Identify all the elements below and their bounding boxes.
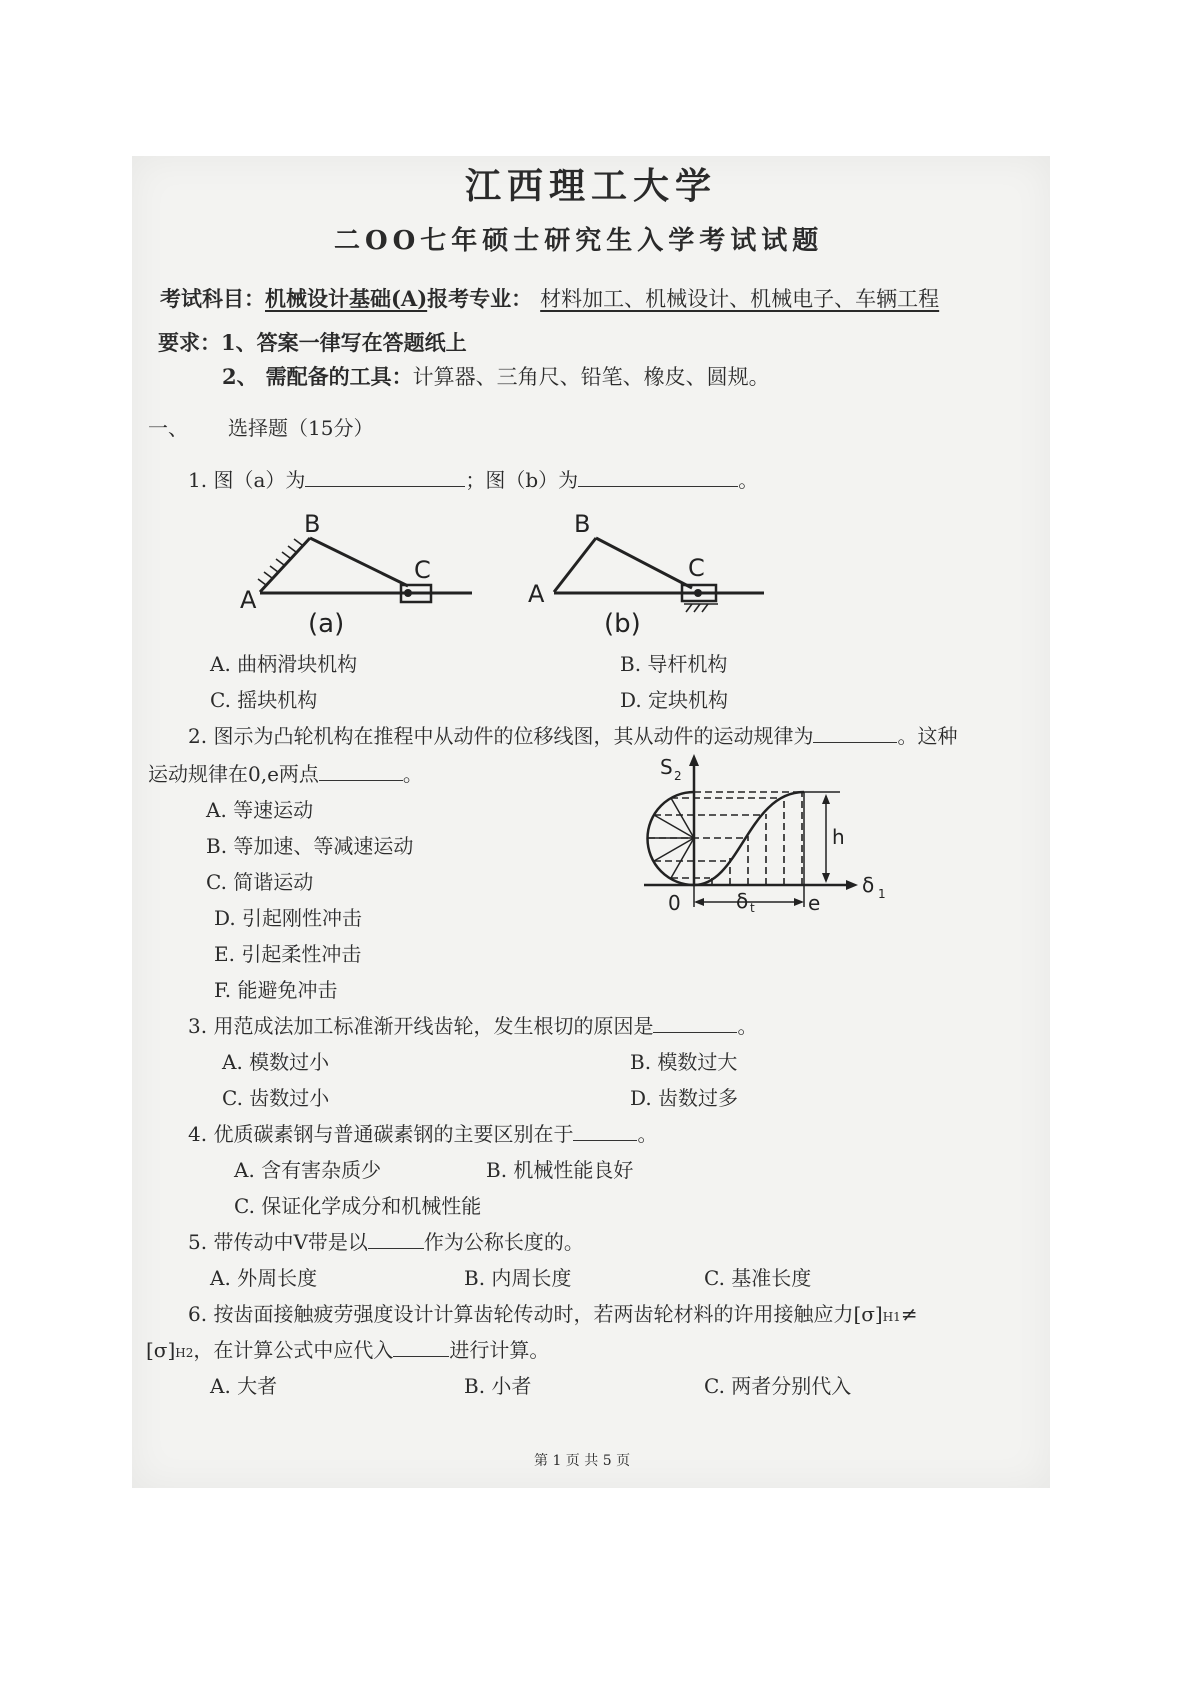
q3-option-c: C. 齿数过小 bbox=[222, 1086, 330, 1110]
q2-option-b: B. 等加速、等减速运动 bbox=[206, 834, 414, 858]
q6-text-3: [σ] bbox=[146, 1338, 176, 1362]
q3-text-1: 3. 用范成法加工标准渐开线齿轮，发生根切的原因是 bbox=[188, 1014, 654, 1038]
y-axis-subscript: 2 bbox=[674, 769, 682, 783]
displacement-graph bbox=[630, 752, 902, 930]
q6-text-5: 进行计算。 bbox=[449, 1338, 550, 1362]
major-value: 材料加工、机械设计、机械电子、车辆工程 bbox=[540, 287, 940, 311]
q6-subscript-1: H1 bbox=[882, 1310, 901, 1324]
q6-text-4: ，在计算公式中应代入 bbox=[193, 1338, 394, 1362]
q6-text-2: ≠ bbox=[900, 1302, 918, 1326]
height-label: h bbox=[832, 825, 845, 849]
x-axis-label: δ bbox=[862, 873, 875, 897]
q1-option-d: D. 定块机构 bbox=[620, 688, 729, 712]
q4-option-b: B. 机械性能良好 bbox=[486, 1158, 634, 1182]
q1-option-c: C. 摇块机构 bbox=[210, 688, 318, 712]
mechanism-figure-b bbox=[526, 508, 776, 640]
q3-option-b: B. 模数过大 bbox=[630, 1050, 738, 1074]
answer-blank bbox=[573, 1124, 637, 1141]
major-label: 报考专业： bbox=[427, 286, 533, 311]
q2-option-e: E. 引起柔性冲击 bbox=[214, 942, 362, 966]
label-c: C bbox=[688, 554, 705, 582]
question-6-line-1 bbox=[188, 1304, 918, 1324]
exam-title: 二OO七年硕士研究生入学考试试题 bbox=[334, 226, 824, 256]
requirements-line-1 bbox=[158, 332, 467, 353]
q3-option-d: D. 齿数过多 bbox=[630, 1086, 739, 1110]
label-a: A bbox=[240, 586, 257, 614]
answer-blank bbox=[813, 726, 897, 743]
question-5-stem bbox=[188, 1232, 584, 1252]
q3-option-a: A. 模数过小 bbox=[222, 1050, 330, 1074]
university-title: 江西理工大学 bbox=[465, 165, 718, 207]
question-2-line-1 bbox=[188, 726, 957, 746]
question-2-line-2 bbox=[148, 764, 423, 784]
requirement-2-tools: 计算器、三角尺、铅笔、橡皮、圆规。 bbox=[412, 365, 770, 389]
q2-text-4: 。 bbox=[402, 762, 423, 786]
requirements-line-2 bbox=[222, 366, 770, 388]
answer-blank bbox=[578, 470, 738, 487]
q2-option-c: C. 简谐运动 bbox=[206, 870, 314, 894]
x-axis-subscript: 1 bbox=[878, 887, 886, 901]
subject-label: 考试科目： bbox=[160, 286, 265, 311]
delta-label: δ bbox=[736, 889, 749, 913]
y-axis-label: S bbox=[660, 755, 673, 779]
q1-text-1: 1. 图（a）为 bbox=[188, 468, 306, 492]
figure-a-caption: (a) bbox=[308, 609, 345, 639]
q2-option-f: F. 能避免冲击 bbox=[214, 978, 338, 1002]
label-a: A bbox=[528, 580, 545, 608]
question-4-stem bbox=[188, 1124, 657, 1144]
section-1-heading bbox=[148, 418, 373, 438]
subject-line bbox=[160, 288, 939, 310]
q5-option-a: A. 外周长度 bbox=[210, 1266, 318, 1290]
figure-b-caption: (b) bbox=[604, 609, 641, 639]
q5-text-1: 5. 带传动中V带是以 bbox=[188, 1230, 368, 1254]
q4-option-a: A. 含有害杂质少 bbox=[234, 1158, 382, 1182]
q2-text-1: 2. 图示为凸轮机构在推程中从动件的位移线图，其从动件的运动规律为 bbox=[188, 724, 814, 748]
q3-text-2: 。 bbox=[737, 1014, 758, 1038]
answer-blank bbox=[393, 1340, 449, 1357]
section-1-number: 一、 bbox=[148, 416, 188, 440]
requirement-2-label: 需配备的工具： bbox=[265, 364, 413, 389]
q2-option-a: A. 等速运动 bbox=[206, 798, 314, 822]
requirement-1: 1、答案一律写在答题纸上 bbox=[221, 330, 467, 355]
q2-text-2: 。这种 bbox=[897, 724, 958, 748]
answer-blank bbox=[368, 1232, 424, 1249]
q4-text-1: 4. 优质碳素钢与普通碳素钢的主要区别在于 bbox=[188, 1122, 574, 1146]
origin-label: 0 bbox=[668, 891, 681, 915]
question-3-stem bbox=[188, 1016, 757, 1036]
answer-blank bbox=[319, 764, 403, 781]
q4-text-2: 。 bbox=[637, 1122, 658, 1146]
q6-subscript-2: H2 bbox=[175, 1346, 194, 1360]
q5-option-c: C. 基准长度 bbox=[704, 1266, 812, 1290]
q6-text-1: 6. 按齿面接触疲劳强度设计计算齿轮传动时，若两齿轮材料的许用接触应力[σ] bbox=[188, 1302, 883, 1326]
q2-option-d: D. 引起刚性冲击 bbox=[214, 906, 363, 930]
end-label: e bbox=[808, 891, 821, 915]
requirements-label: 要求： bbox=[158, 330, 221, 355]
answer-blank bbox=[305, 470, 465, 487]
q1-text-2: ；图（b）为 bbox=[465, 468, 579, 492]
q1-text-3: 。 bbox=[738, 468, 759, 492]
requirement-2-number: 2、 bbox=[222, 364, 258, 389]
q6-option-b: B. 小者 bbox=[464, 1374, 532, 1398]
label-b: B bbox=[304, 510, 321, 538]
q6-option-c: C. 两者分别代入 bbox=[704, 1374, 852, 1398]
q1-option-a: A. 曲柄滑块机构 bbox=[210, 652, 358, 676]
q5-option-b: B. 内周长度 bbox=[464, 1266, 572, 1290]
label-b: B bbox=[574, 510, 591, 538]
label-c: C bbox=[414, 556, 431, 584]
answer-blank bbox=[653, 1016, 737, 1033]
q4-option-c: C. 保证化学成分和机械性能 bbox=[234, 1194, 482, 1218]
delta-subscript: t bbox=[750, 901, 755, 915]
question-6-line-2 bbox=[146, 1340, 549, 1360]
question-1-stem bbox=[188, 470, 758, 490]
mechanism-figure-a bbox=[236, 508, 486, 640]
subject-value: 机械设计基础(A) bbox=[265, 286, 428, 311]
q5-text-2: 作为公称长度的。 bbox=[423, 1230, 584, 1254]
q6-option-a: A. 大者 bbox=[210, 1374, 278, 1398]
q1-option-b: B. 导杆机构 bbox=[620, 652, 728, 676]
section-1-title: 选择题（15分） bbox=[228, 416, 374, 440]
page-footer: 第 1 页 共 5 页 bbox=[534, 1453, 631, 1469]
q2-text-3: 运动规律在0,e两点 bbox=[148, 762, 319, 786]
